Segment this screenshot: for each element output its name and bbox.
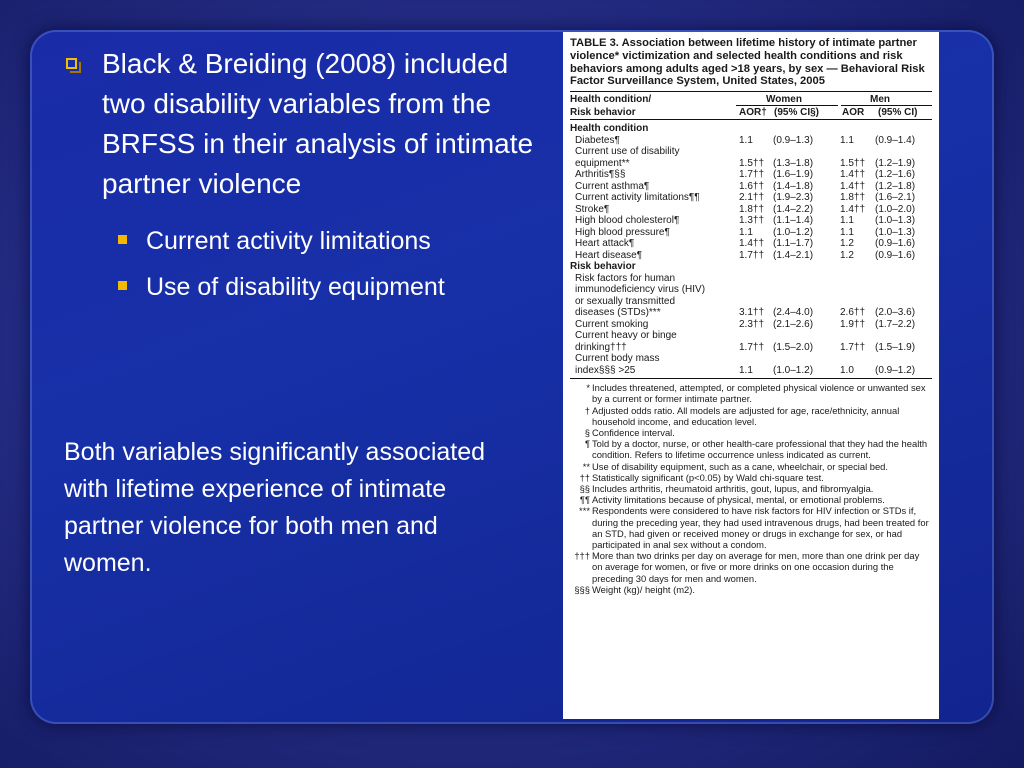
sub-bullet <box>118 218 546 264</box>
cell-w-aor: 1.1 <box>739 364 753 376</box>
cell-w-aor: 1.5†† <box>739 157 765 169</box>
cell-w-aor: 2.1†† <box>739 192 765 204</box>
footnote-text: Adjusted odds ratio. All models are adjusted for age, race/ethnicity, annual household income, and education level. <box>592 404 900 427</box>
cell-m-ci: (1.7–2.2) <box>875 318 916 330</box>
cell-w-ci: (1.3–1.8) <box>773 157 814 169</box>
row-label: Current activity limitations¶¶ <box>575 192 700 204</box>
women-group-rule <box>736 105 838 106</box>
cell-m-aor: 1.1 <box>840 226 854 238</box>
footnote-symbol: §§§ <box>574 583 590 595</box>
cell-m-aor: 1.4†† <box>840 180 866 192</box>
footnote-text: Statistically significant (p<0.05) by Wald chi-square test. <box>592 471 824 483</box>
footnote-text: Includes threatened, attempted, or completed physical violence or unwanted sex by a current or former intimate partner. <box>592 382 926 405</box>
footnote <box>570 494 932 505</box>
cell-w-ci: (1.1–1.4) <box>773 215 814 227</box>
header-men: Men <box>870 94 890 106</box>
footnote-text: Confidence interval. <box>592 427 675 438</box>
cell-w-ci: (1.4–1.8) <box>773 180 814 192</box>
header-ci-men: (95% CI) <box>878 107 918 119</box>
header-aor-men: AOR <box>842 107 865 119</box>
cell-m-aor: 1.0 <box>840 364 854 376</box>
cell-m-ci: (0.9–1.2) <box>875 364 916 376</box>
summary-paragraph: Both variables significantly associated with lifetime experience of intimate partner violence for both men and women. <box>64 438 486 577</box>
table-row <box>563 204 939 216</box>
cell-w-aor: 1.1 <box>739 226 753 238</box>
sub-bullet-text: Use of disability equipment <box>146 273 445 301</box>
cell-w-ci: (1.0–1.2) <box>773 364 814 376</box>
footnote <box>570 427 932 438</box>
cell-w-ci: (1.4–2.1) <box>773 249 814 261</box>
cell-w-aor: 1.6†† <box>739 180 765 192</box>
cell-m-aor: 1.4†† <box>840 203 866 215</box>
footnote-text: Activity limitations because of physical, mental, or emotional problems. <box>592 494 885 506</box>
header-col0-line1: Health condition/ <box>570 94 652 106</box>
header-aor-women: AOR† <box>739 107 767 119</box>
row-label: Current asthma¶ <box>575 180 650 192</box>
cell-m-ci: (0.9–1.4) <box>875 134 916 146</box>
cell-m-aor: 1.5†† <box>840 157 866 169</box>
row-label: Arthritis¶§§ <box>575 169 626 181</box>
table-title: TABLE 3. Association between lifetime history of intimate partner violence* victimization and selected health conditions and risk behaviors among adults aged >18 years, by sex — Behavioral Risk Factor Surveillance System, United States, 2005 <box>570 37 932 92</box>
footnote-text: Includes arthritis, rheumatoid arthritis, gout, lupus, and fibromyalgia. <box>592 483 874 495</box>
table-row <box>563 192 939 204</box>
cell-m-ci: (2.0–3.6) <box>875 307 916 319</box>
table-row <box>563 284 939 296</box>
row-label: diseases (STDs)*** <box>575 307 661 319</box>
cell-w-ci: (0.9–1.3) <box>773 134 814 146</box>
cell-w-ci: (1.6–1.9) <box>773 169 814 181</box>
footnote <box>570 438 932 460</box>
row-label: immunodeficiency virus (HIV) <box>575 284 706 296</box>
footnote <box>570 584 932 595</box>
row-label: Current use of disability <box>575 146 680 158</box>
footnote-symbol: ¶¶ <box>579 494 590 506</box>
table-footnotes <box>570 382 932 595</box>
table-bottom-rule <box>570 378 932 379</box>
main-bullet <box>66 44 546 204</box>
cell-m-aor: 1.8†† <box>840 192 866 204</box>
cell-m-ci: (1.0–1.3) <box>875 226 916 238</box>
table-row <box>563 158 939 170</box>
cell-w-aor: 1.4†† <box>739 238 765 250</box>
table-row <box>563 273 939 285</box>
row-label: drinking††† <box>575 341 627 353</box>
table-image-panel <box>563 32 939 719</box>
table-section-header <box>563 261 939 273</box>
table-section-header <box>563 123 939 135</box>
table-row <box>563 342 939 354</box>
cell-w-ci: (1.9–2.3) <box>773 192 814 204</box>
cell-w-aor: 2.3†† <box>739 318 765 330</box>
cell-w-ci: (1.1–1.7) <box>773 238 814 250</box>
row-label: Current heavy or binge <box>575 330 677 342</box>
footnote-symbol: ††† <box>574 550 590 562</box>
table-row <box>563 353 939 365</box>
table-row <box>563 238 939 250</box>
men-group-rule <box>841 105 932 106</box>
footnote-text: More than two drinks per day on average for men, more than one drink per day on average for women, or five or more drinks on one occasion during the preceding 30 days for men and women. <box>592 550 920 584</box>
footnote <box>570 382 932 404</box>
cell-m-ci: (0.9–1.6) <box>875 238 916 250</box>
cell-m-ci: (1.2–1.9) <box>875 157 916 169</box>
row-label: Current body mass <box>575 353 660 365</box>
footnote-text: Weight (kg)/ height (m2). <box>592 583 695 595</box>
footnote <box>570 472 932 483</box>
footnote-symbol: *** <box>579 505 590 517</box>
footnote-symbol: §§ <box>579 483 590 495</box>
cell-m-ci: (1.2–1.6) <box>875 169 916 181</box>
row-label: or sexually transmitted <box>575 295 676 307</box>
footnote <box>570 550 932 584</box>
square-bullet-icon <box>118 235 127 244</box>
main-bullet-text: Black & Breiding (2008) included two disability variables from the BRFSS in their analysis of intimate partner violence <box>102 48 534 199</box>
table-row <box>563 319 939 331</box>
table-row <box>563 330 939 342</box>
cell-m-ci: (1.6–2.1) <box>875 192 916 204</box>
cell-m-aor: 1.2 <box>840 238 854 250</box>
sub-bullet-text: Current activity limitations <box>146 227 431 255</box>
cell-m-aor: 1.1 <box>840 134 854 146</box>
footnote-text: Use of disability equipment, such as a cane, wheelchair, or special bed. <box>592 460 888 472</box>
row-label: Risk behavior <box>570 261 636 273</box>
cell-m-aor: 1.2 <box>840 249 854 261</box>
row-label: Current smoking <box>575 318 649 330</box>
row-label: index§§§ >25 <box>575 364 636 376</box>
footnote <box>570 505 932 550</box>
checkbox-bullet-icon <box>66 58 77 69</box>
footnote <box>570 483 932 494</box>
table-row <box>563 307 939 319</box>
table-row <box>563 146 939 158</box>
row-label: equipment** <box>575 157 630 169</box>
cell-w-aor: 1.7†† <box>739 341 765 353</box>
row-label: Health condition <box>570 123 649 135</box>
table-row <box>563 135 939 147</box>
cell-w-ci: (2.4–4.0) <box>773 307 814 319</box>
bullet-list <box>66 44 546 310</box>
cell-w-aor: 1.7†† <box>739 169 765 181</box>
table-row <box>563 296 939 308</box>
cell-w-aor: 1.1 <box>739 134 753 146</box>
cell-m-ci: (1.0–1.3) <box>875 215 916 227</box>
row-label: Heart attack¶ <box>575 238 635 250</box>
table-row <box>563 250 939 262</box>
cell-m-aor: 1.7†† <box>840 341 866 353</box>
cell-w-ci: (1.5–2.0) <box>773 341 814 353</box>
footnote-symbol: † <box>584 404 590 416</box>
cell-m-ci: (1.0–2.0) <box>875 203 916 215</box>
row-label: High blood pressure¶ <box>575 226 670 238</box>
footnote-symbol: ** <box>582 460 590 472</box>
row-label: High blood cholesterol¶ <box>575 215 680 227</box>
header-women: Women <box>766 94 802 106</box>
cell-m-aor: 1.9†† <box>840 318 866 330</box>
cell-m-aor: 1.4†† <box>840 169 866 181</box>
table-row <box>563 215 939 227</box>
header-ci-women: (95% CI§) <box>774 107 820 119</box>
cell-w-aor: 3.1†† <box>739 307 765 319</box>
cell-m-aor: 1.1 <box>840 215 854 227</box>
footnote-symbol: ¶ <box>584 438 590 450</box>
table-row <box>563 169 939 181</box>
table-body <box>563 123 939 376</box>
cell-w-ci: (1.4–2.2) <box>773 203 814 215</box>
footnote <box>570 461 932 472</box>
footnote-symbol: § <box>584 427 590 438</box>
cell-w-ci: (2.1–2.6) <box>773 318 814 330</box>
cell-w-ci: (1.0–1.2) <box>773 226 814 238</box>
sub-bullet-list <box>66 218 546 310</box>
cell-m-ci: (1.2–1.8) <box>875 180 916 192</box>
footnote-text: Told by a doctor, nurse, or other health-care professional that they had the health condition. Refers to lifetime occurrence unless indicated as current. <box>592 438 928 461</box>
footnote <box>570 405 932 427</box>
row-label: Stroke¶ <box>575 203 610 215</box>
table-row <box>563 227 939 239</box>
cell-w-aor: 1.3†† <box>739 215 765 227</box>
cell-m-ci: (1.5–1.9) <box>875 341 916 353</box>
row-label: Heart disease¶ <box>575 249 643 261</box>
table-header <box>570 92 932 120</box>
sub-bullet <box>118 264 546 310</box>
footnote-symbol: * <box>586 382 590 394</box>
header-col0-line2: Risk behavior <box>570 107 636 119</box>
table-row <box>563 181 939 193</box>
footnote-text: Respondents were considered to have risk factors for HIV infection or STDs if, during the preceding year, they had used intravenous drugs, had been treated for an STD, had given or received money or drugs in exchange for sex, or had participated in anal sex without a condom. <box>592 505 929 551</box>
cell-w-aor: 1.7†† <box>739 249 765 261</box>
footnote-symbol: †† <box>579 471 590 483</box>
square-bullet-icon <box>118 281 127 290</box>
table-row <box>563 365 939 377</box>
cell-w-aor: 1.8†† <box>739 203 765 215</box>
row-label: Diabetes¶ <box>575 134 620 146</box>
cell-m-aor: 2.6†† <box>840 307 866 319</box>
row-label: Risk factors for human <box>575 272 676 284</box>
cell-m-ci: (0.9–1.6) <box>875 249 916 261</box>
